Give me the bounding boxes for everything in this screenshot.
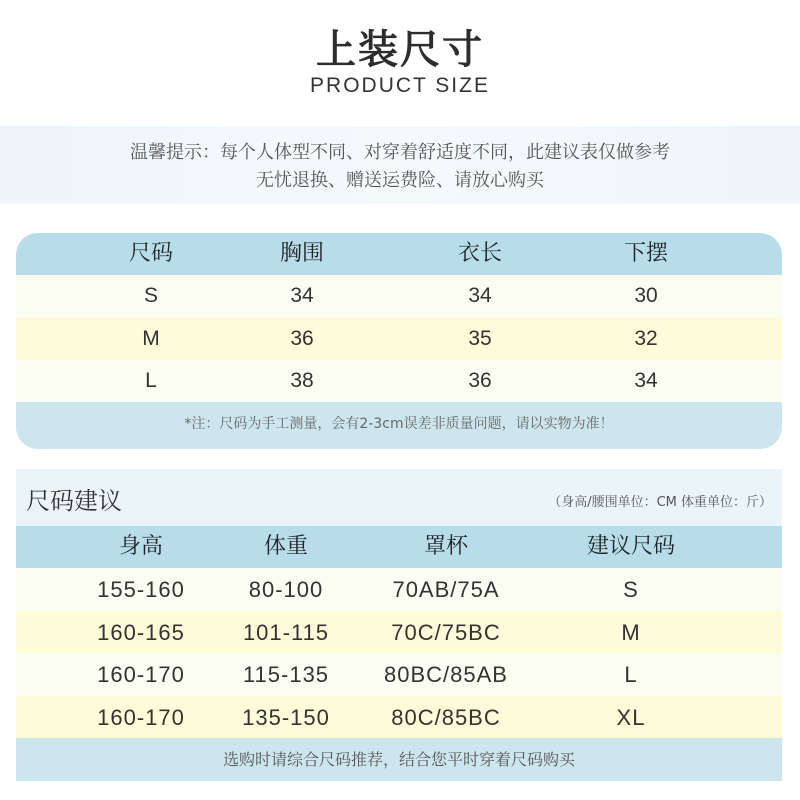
table-cell: L bbox=[145, 369, 157, 392]
header-cell: 身高 bbox=[118, 534, 163, 559]
table-cell: M bbox=[142, 327, 160, 350]
header-cell: 尺码 bbox=[128, 241, 173, 266]
page-title: 上装尺寸 bbox=[316, 27, 484, 73]
notice-banner bbox=[0, 126, 800, 204]
table-header-row bbox=[16, 233, 782, 275]
unit-note: （身高/腰围单位：CM 体重单位：斤） bbox=[548, 495, 772, 510]
table-row bbox=[16, 568, 782, 611]
table-cell: 80BC/85AB bbox=[384, 662, 508, 687]
table-row bbox=[16, 360, 782, 402]
table-cell: L bbox=[624, 662, 638, 687]
table-cell: 160-170 bbox=[97, 662, 185, 687]
table-cell: S bbox=[143, 284, 158, 307]
header-cell: 胸围 bbox=[279, 241, 324, 266]
table-cell: 155-160 bbox=[97, 577, 185, 602]
table-cell: 36 bbox=[290, 327, 314, 350]
header-cell: 衣长 bbox=[457, 241, 502, 266]
table-cell: 38 bbox=[290, 369, 314, 392]
header-cell: 体重 bbox=[263, 534, 308, 559]
table-cell: M bbox=[621, 620, 641, 645]
notice-line-2: 无忧退换、赠送运费险、请放心购买 bbox=[256, 170, 544, 191]
table-cell: 135-150 bbox=[242, 705, 330, 730]
header-cell: 建议尺码 bbox=[586, 534, 675, 559]
table-cell: 34 bbox=[290, 284, 314, 307]
table-row bbox=[16, 275, 782, 318]
notice-line-1: 温馨提示：每个人体型不同、对穿着舒适度不同，此建议表仅做参考 bbox=[130, 142, 670, 163]
table-cell: 36 bbox=[468, 369, 492, 392]
table-cell: 80-100 bbox=[248, 577, 324, 602]
table-cell: 30 bbox=[634, 284, 658, 307]
table-row bbox=[16, 696, 782, 738]
header-cell: 下摆 bbox=[623, 241, 668, 266]
size-table bbox=[16, 233, 782, 449]
table-row bbox=[16, 653, 782, 696]
recommendation-title: 尺码建议 bbox=[26, 487, 122, 515]
table-cell: XL bbox=[616, 705, 646, 730]
measurement-note: *注：尺码为手工测量，会有2-3cm误差非质量问题，请以实物为准！ bbox=[16, 402, 782, 449]
table-cell: 35 bbox=[468, 327, 492, 350]
table-cell: 70C/75BC bbox=[391, 620, 501, 645]
table-row bbox=[16, 318, 782, 360]
table-cell: 115-135 bbox=[242, 662, 330, 687]
page-subtitle: PRODUCT SIZE bbox=[310, 74, 490, 97]
table-cell: 70AB/75A bbox=[392, 577, 500, 602]
table-cell: 34 bbox=[468, 284, 492, 307]
table-cell: S bbox=[623, 577, 639, 602]
header-cell: 罩杯 bbox=[423, 534, 468, 559]
table-cell: 34 bbox=[634, 369, 658, 392]
table-cell: 160-170 bbox=[97, 705, 185, 730]
table-header-row bbox=[16, 526, 782, 568]
table-cell: 160-165 bbox=[97, 620, 185, 645]
table-cell: 32 bbox=[634, 327, 658, 350]
table-row bbox=[16, 611, 782, 654]
table-cell: 80C/85BC bbox=[391, 705, 501, 730]
purchase-advice: 选购时请综合尺码推荐，结合您平时穿着尺码购买 bbox=[16, 738, 782, 781]
table-cell: 101-115 bbox=[242, 620, 330, 645]
recommendation-header bbox=[16, 469, 782, 526]
